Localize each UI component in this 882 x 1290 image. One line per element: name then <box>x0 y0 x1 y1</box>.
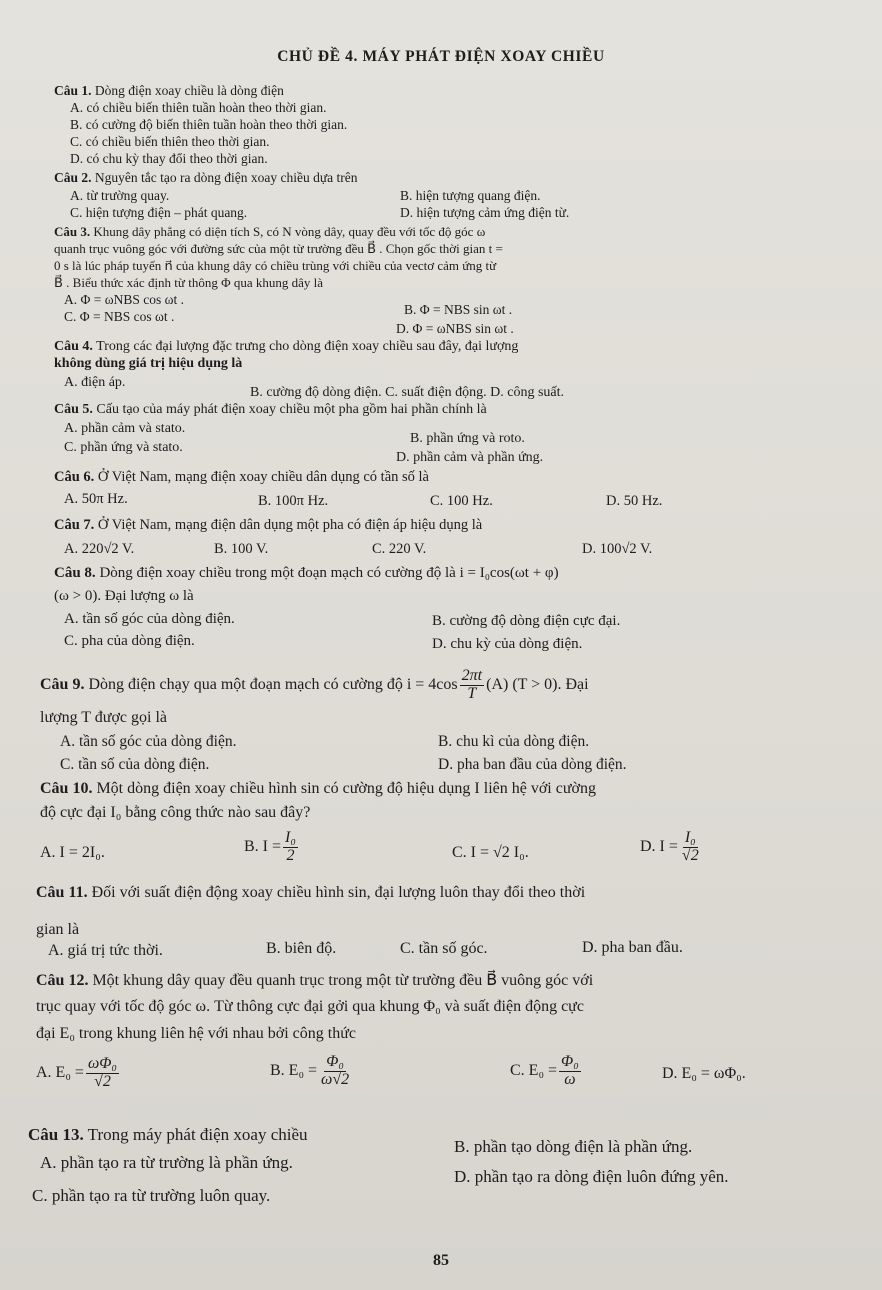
question-5-option-c: C. phần ứng và stato. <box>64 440 183 455</box>
question-12-option-c <box>510 1054 583 1089</box>
question-1-stem: Câu 1. Dòng điện xoay chiều là dòng điện <box>54 83 284 98</box>
question-8-option-a: A. tần số góc của dòng điện. <box>64 611 235 627</box>
question-11-option-d: D. pha ban đầu. <box>582 939 683 956</box>
question-10-option-b-denominator: 2 <box>286 846 295 864</box>
question-9-option-d: D. pha ban đầu của dòng điện. <box>438 756 627 773</box>
question-3-option-b: B. Φ = NBS sin ωt . <box>404 302 513 317</box>
question-number: Câu 7. <box>54 517 95 533</box>
question-number: Câu 11. <box>36 884 88 901</box>
question-12-option-b-denominator: ω√2 <box>321 1070 350 1088</box>
question-6-option-b: B. 100π Hz. <box>258 493 329 509</box>
question-5-option-b: B. phần ứng và roto. <box>410 431 525 446</box>
question-9-option-c: C. tần số của dòng điện. <box>60 756 210 773</box>
question-9-fraction <box>460 668 484 703</box>
question-8-line-2: (ω > 0). Đại lượng ω là <box>54 588 194 604</box>
page-number: 85 <box>433 1252 449 1269</box>
question-10-option-a: A. I = 2I₀. <box>40 844 105 861</box>
question-9-stem-suffix: (A) (T > 0). Đại <box>486 676 589 694</box>
question-2-option-c: C. hiện tượng điện – phát quang. <box>70 205 248 220</box>
question-10-option-b-fraction <box>283 830 298 865</box>
question-9-fraction-numerator: 2πt <box>461 667 483 684</box>
question-8-option-b: B. cường độ dòng điện cực đại. <box>432 613 621 629</box>
question-number: Câu 8. <box>54 565 96 581</box>
question-13-option-d: D. phần tạo ra dòng điện luôn đứng yên. <box>454 1167 729 1186</box>
question-12-option-a-denominator: √2 <box>94 1072 111 1090</box>
question-10-option-d-fraction <box>680 830 701 865</box>
question-2-option-a: A. từ trường quay. <box>70 188 170 203</box>
question-10-option-b-numerator: I₀ <box>285 829 296 846</box>
question-3-line-4: B⃗ . Biểu thức xác định từ thông Φ qua khung dây là <box>54 275 323 290</box>
question-5-option-a: A. phần cảm và stato. <box>64 421 186 436</box>
question-4-line-2: không dùng giá trị hiệu dụng là <box>54 356 243 371</box>
question-9-stem-prefix: Câu 9. Dòng điện chạy qua một đoạn mạch có cường độ i = 4cos <box>40 676 458 694</box>
question-11-line-1: Câu 11. Đối với suất điện động xoay chiều hình sin, đại lượng luôn thay đổi theo thời <box>36 884 586 901</box>
question-9-fraction-denominator: T <box>467 684 477 702</box>
question-4-line-1: Câu 4. Trong các đại lượng đặc trưng cho dòng điện xoay chiều sau đây, đại lượng <box>54 339 519 354</box>
question-10-option-b-prefix: B. I = <box>244 838 282 856</box>
question-number: Câu 5. <box>54 402 93 417</box>
question-12-line-1: Câu 12. Một khung dây quay đều quanh trục trong một từ trường đều B⃗ vuông góc với <box>36 972 594 989</box>
question-7-option-a: A. 220√2 V. <box>64 541 135 557</box>
question-12-option-b-numerator: Φ₀ <box>326 1053 344 1070</box>
question-8-option-d: D. chu kỳ của dòng điện. <box>432 636 583 652</box>
question-13-option-b: B. phần tạo dòng điện là phần ứng. <box>454 1137 693 1156</box>
question-11-line-2: gian là <box>36 921 80 938</box>
question-number: Câu 1. <box>54 83 92 98</box>
question-13-stem: Câu 13. Trong máy phát điện xoay chiều <box>28 1125 308 1144</box>
question-number: Câu 4. <box>54 339 93 354</box>
question-7-option-c: C. 220 V. <box>372 541 427 557</box>
question-12-option-b-prefix: B. E₀ = <box>270 1062 318 1080</box>
question-8-line-1: Câu 8. Dòng điện xoay chiều trong một đoạn mạch có cường độ là i = I₀cos(ωt + φ) <box>54 565 559 581</box>
question-11-option-c: C. tần số góc. <box>400 940 488 957</box>
question-number: Câu 2. <box>54 170 92 185</box>
question-6-option-c: C. 100 Hz. <box>430 493 493 509</box>
question-7-stem: Câu 7. Ở Việt Nam, mạng điện dân dụng một pha có điện áp hiệu dụng là <box>54 517 483 533</box>
question-2-stem: Câu 2. Nguyên tắc tạo ra dòng điện xoay chiều dựa trên <box>54 170 358 185</box>
question-11-option-b: B. biên độ. <box>266 940 337 957</box>
question-1-option-d: D. có chu kỳ thay đổi theo thời gian. <box>70 151 268 166</box>
question-3-option-c: C. Φ = NBS cos ωt . <box>64 309 175 324</box>
question-number: Câu 9. <box>40 676 85 694</box>
question-6-option-a: A. 50π Hz. <box>64 491 128 507</box>
question-12-option-c-denominator: ω <box>564 1070 576 1088</box>
question-10-option-d-numerator: I₀ <box>684 829 696 846</box>
question-1-option-b: B. có cường độ biến thiên tuần hoàn theo thời gian. <box>70 117 348 132</box>
question-4-options-bcd: B. cường độ dòng điện. C. suất điện động. D. công suất. <box>250 385 565 400</box>
question-3-option-d: D. Φ = ωNBS sin ωt . <box>396 321 514 336</box>
question-2-option-d: D. hiện tượng cảm ứng điện từ. <box>400 205 570 220</box>
question-number: Câu 10. <box>40 780 93 797</box>
question-10-line-2: độ cực đại I₀ bằng công thức nào sau đây? <box>40 804 311 821</box>
question-1-option-c: C. có chiều biến thiên theo thời gian. <box>70 134 270 149</box>
question-12-option-c-fraction <box>559 1054 581 1089</box>
question-5-option-d: D. phần cảm và phần ứng. <box>396 450 544 465</box>
question-9-line-1 <box>40 668 589 703</box>
question-5-stem: Câu 5. Cấu tạo của máy phát điện xoay chiều một pha gồm hai phần chính là <box>54 402 487 417</box>
question-7-option-b: B. 100 V. <box>214 541 269 557</box>
question-10-option-c: C. I = √2 I₀. <box>452 844 529 861</box>
question-10-option-d-prefix: D. I = <box>640 838 678 856</box>
question-12-option-b <box>270 1054 353 1089</box>
question-12-option-a <box>36 1056 121 1091</box>
question-3-line-1: Câu 3. Khung dây phẳng có diện tích S, có N vòng dây, quay đều với tốc độ góc ω <box>54 224 486 239</box>
question-10-option-d <box>640 830 703 865</box>
question-12-option-c-numerator: Φ₀ <box>561 1053 579 1070</box>
question-2-option-b: B. hiện tượng quang điện. <box>400 188 541 203</box>
question-1-option-a: A. có chiều biến thiên tuần hoàn theo thời gian. <box>70 100 327 115</box>
question-9-option-b: B. chu kì của dòng điện. <box>438 733 590 750</box>
question-12-option-d: D. E₀ = ωΦ₀. <box>662 1065 746 1082</box>
question-4-option-a: A. điện áp. <box>64 375 126 390</box>
question-number: Câu 12. <box>36 972 89 989</box>
question-9-line-2: lượng T được gọi là <box>40 709 167 726</box>
question-12-option-b-fraction <box>319 1054 351 1089</box>
question-12-line-2: trục quay với tốc độ góc ω. Từ thông cực đại gởi qua khung Φ₀ và suất điện động cực <box>36 998 584 1015</box>
question-9-option-a: A. tần số góc của dòng điện. <box>60 733 237 750</box>
question-12-option-a-fraction <box>86 1056 119 1091</box>
question-number: Câu 13. <box>28 1125 84 1144</box>
question-number: Câu 6. <box>54 469 95 485</box>
question-10-line-1: Câu 10. Một dòng điện xoay chiều hình sin có cường độ hiệu dụng I liên hệ với cường <box>40 780 596 797</box>
question-13-option-c: C. phần tạo ra từ trường luôn quay. <box>32 1186 271 1205</box>
page-title: CHỦ ĐỀ 4. MÁY PHÁT ĐIỆN XOAY CHIỀU <box>277 48 605 65</box>
question-number: Câu 3. <box>54 224 91 239</box>
question-12-line-3: đại E₀ trong khung liên hệ với nhau bởi công thức <box>36 1025 356 1042</box>
question-6-stem: Câu 6. Ở Việt Nam, mạng điện xoay chiều dân dụng có tần số là <box>54 469 429 485</box>
question-3-option-a: A. Φ = ωNBS cos ωt . <box>64 292 185 307</box>
question-12-option-a-prefix: A. E₀ = <box>36 1064 84 1082</box>
question-8-option-c: C. pha của dòng điện. <box>64 633 195 649</box>
question-13-option-a: A. phần tạo ra từ trường là phần ứng. <box>40 1153 293 1172</box>
question-12-option-a-numerator: ωΦ₀ <box>87 1055 117 1072</box>
question-6-option-d: D. 50 Hz. <box>606 493 663 509</box>
question-3-line-3: 0 s là lúc pháp tuyến n⃗ của khung dây có chiều trùng với chiều của vectơ cảm ứng từ <box>54 258 497 273</box>
question-7-option-d: D. 100√2 V. <box>582 541 653 557</box>
question-11-option-a: A. giá trị tức thời. <box>48 942 163 959</box>
question-10-option-d-denominator: √2 <box>681 846 699 864</box>
question-12-option-c-prefix: C. E₀ = <box>510 1062 558 1080</box>
question-3-line-2: quanh trục vuông góc với đường sức của một từ trường đều B⃗ . Chọn gốc thời gian t = <box>54 241 503 256</box>
question-10-option-b <box>244 830 300 865</box>
